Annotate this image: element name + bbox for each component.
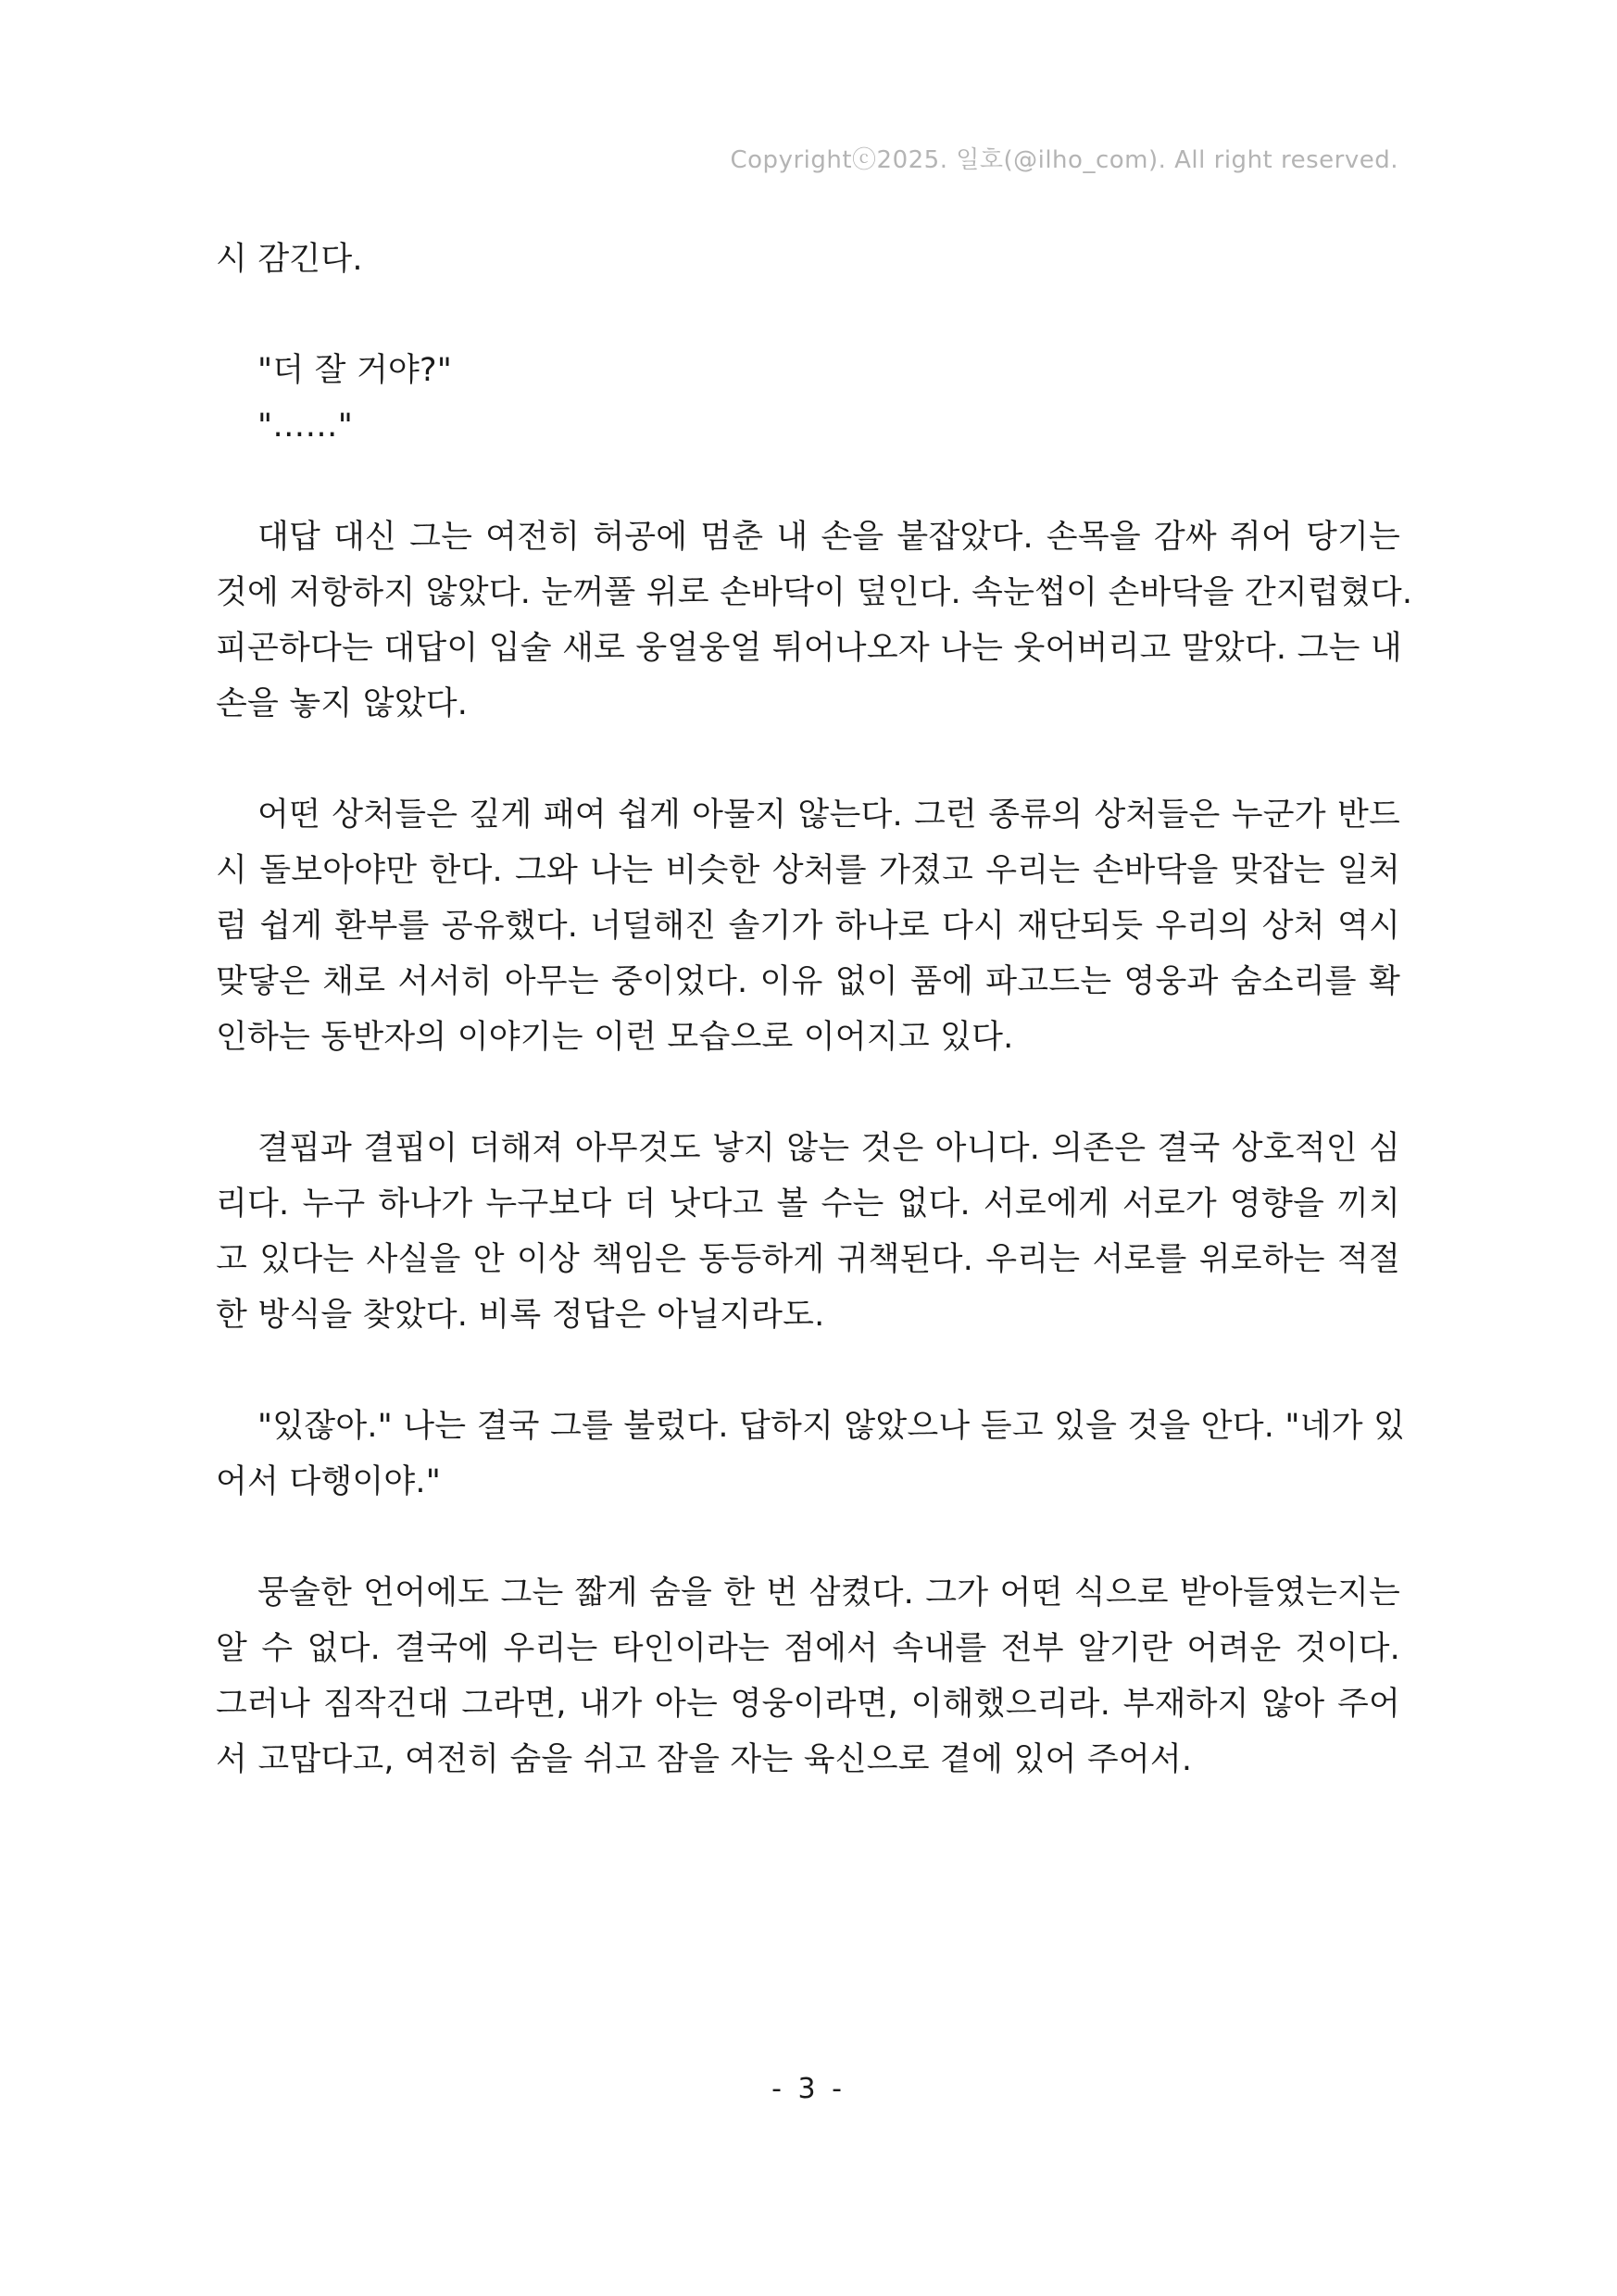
page-number: - 3 -	[771, 2073, 846, 2105]
text-line: "……"	[257, 408, 353, 445]
text-line: 대답 대신 그는 여전히 허공에 멈춘 내 손을 붙잡았다. 손목을 감싸 쥐어 당기는	[257, 519, 1400, 556]
paragraph-gap	[216, 298, 1400, 354]
text-line: 알 수 없다. 결국에 우리는 타인이라는 점에서 속내를 전부 알기란 어려운 것이다.	[216, 1630, 1400, 1667]
text-line: 한 방식을 찾았다. 비록 정답은 아닐지라도.	[216, 1297, 825, 1334]
text-line: "있잖아." 나는 결국 그를 불렀다. 답하지 않았으나 듣고 있을 것을 안다. "네가 있	[257, 1408, 1406, 1445]
text-line: 시 감긴다.	[216, 241, 363, 278]
paragraph-gap	[216, 465, 1400, 521]
text-line: 시 돌보아야만 한다. 그와 나는 비슷한 상처를 가졌고 우리는 손바닥을 맞잡는 일처	[216, 852, 1400, 889]
document-body	[216, 241, 1413, 1799]
text-line: 뭉술한 언어에도 그는 짧게 숨을 한 번 삼켰다. 그가 어떤 식으로 받아들였는지는	[257, 1575, 1400, 1612]
text-line: 어서 다행이야."	[216, 1463, 442, 1500]
text-line: 손을 놓지 않았다.	[216, 685, 469, 722]
text-line: 맞닿은 채로 서서히 아무는 중이었다. 이유 없이 품에 파고드는 영웅과 숨소리를 확	[216, 963, 1400, 1000]
text-line: 결핍과 결핍이 더해져 아무것도 낳지 않는 것은 아니다. 의존은 결국 상호적인 심	[257, 1130, 1400, 1167]
paragraph-gap	[216, 1521, 1400, 1576]
paragraph-gap	[216, 743, 1400, 798]
text-line: 럼 쉽게 환부를 공유했다. 너덜해진 솔기가 하나로 다시 재단되듯 우리의 상처 역시	[216, 908, 1400, 945]
text-line: 피곤하다는 대답이 입술 새로 웅얼웅얼 튀어나오자 나는 웃어버리고 말았다. 그는 내	[216, 630, 1402, 667]
text-line: 것에 저항하지 않았다. 눈꺼풀 위로 손바닥이 덮인다. 속눈썹이 손바닥을 간지럽혔다.	[216, 574, 1413, 611]
text-line: 서 고맙다고, 여전히 숨을 쉬고 잠을 자는 육신으로 곁에 있어 주어서.	[216, 1741, 1193, 1778]
text-line: 리다. 누구 하나가 누구보다 더 낫다고 볼 수는 없다. 서로에게 서로가 영향을 끼치	[216, 1186, 1400, 1223]
paragraph-gap	[216, 1354, 1400, 1410]
text-line: 고 있다는 사실을 안 이상 책임은 동등하게 귀책된다. 우리는 서로를 위로하는 적절	[216, 1241, 1400, 1278]
paragraph-gap	[216, 1076, 1400, 1132]
text-line: "더 잘 거야?"	[257, 352, 453, 389]
text-line: 그러나 짐작건대 그라면, 내가 아는 영웅이라면, 이해했으리라. 부재하지 않아 주어	[216, 1686, 1400, 1723]
text-line: 인하는 동반자의 이야기는 이런 모습으로 이어지고 있다.	[216, 1019, 1014, 1056]
copyright-notice: Copyrightⓒ2025. 일호(@ilho_com). All right reserved.	[730, 146, 1398, 174]
text-line: 어떤 상처들은 깊게 패여 쉽게 아물지 않는다. 그런 종류의 상처들은 누군가 반드	[257, 797, 1400, 834]
